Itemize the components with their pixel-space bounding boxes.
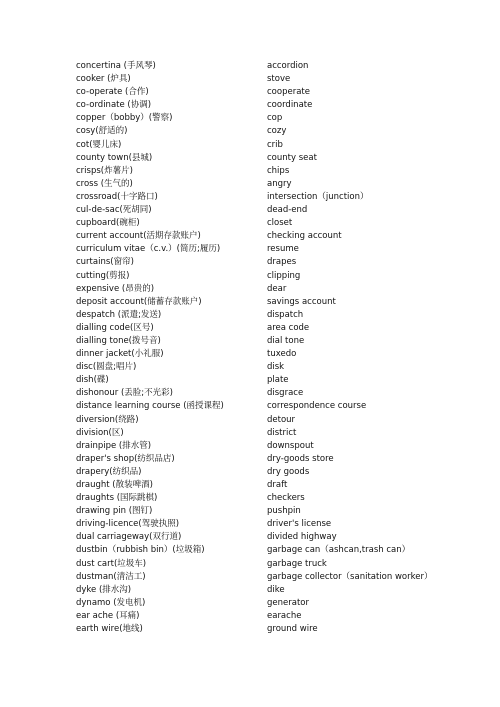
british-term: diversion(绕路) (76, 414, 139, 425)
american-term: garbage collector（sanitation worker） (267, 571, 433, 582)
table-row (76, 361, 496, 374)
british-term: dialling tone(拨号音) (76, 335, 161, 346)
american-term: cop (267, 113, 283, 124)
british-term: division(区) (76, 427, 124, 438)
british-term: deposit account(储蓄存款账户) (76, 296, 202, 307)
british-term: crisps(炸薯片) (76, 165, 133, 176)
american-term: angry (267, 178, 292, 189)
british-term: curtains(窗帘) (76, 257, 134, 268)
american-term: divided highway (267, 532, 337, 543)
table-row (76, 518, 496, 531)
table-row (76, 531, 496, 544)
american-term: draft (267, 480, 288, 490)
table-row (76, 99, 496, 112)
american-term: county seat (267, 152, 317, 163)
table-row (76, 374, 496, 387)
american-term: dial tone (267, 335, 305, 346)
american-term: chips (267, 165, 290, 176)
british-term: distance learning course (函授课程) (76, 401, 224, 412)
table-row (76, 296, 496, 309)
american-term: ground wire (267, 624, 318, 635)
table-row (76, 322, 496, 335)
american-term: accordion (267, 61, 309, 71)
british-term: co-operate (合作) (76, 87, 149, 98)
american-term: detour (267, 414, 296, 425)
table-row (76, 204, 496, 217)
table-row (76, 348, 496, 361)
table-row (76, 86, 496, 99)
british-term: copper（bobby）(警察) (76, 113, 173, 124)
table-row (76, 544, 496, 557)
american-term: correspondence course (267, 401, 367, 412)
british-term: cot(婴儿床) (76, 139, 122, 150)
american-term: earache (267, 610, 302, 621)
american-term: intersection（junction） (267, 191, 369, 202)
british-term: dialling code(区号) (76, 322, 154, 333)
british-term: cul-de-sac(死胡同) (76, 205, 152, 216)
american-term: clipping (267, 270, 301, 281)
british-term: cupboard(碗柜) (76, 218, 140, 229)
american-term: closet (267, 218, 293, 229)
american-term: coordinate (267, 100, 313, 111)
table-row (76, 453, 496, 466)
british-term: cosy(舒适的) (76, 126, 128, 137)
british-term: draught (散装啤酒) (76, 480, 153, 490)
british-term: concertina (手风琴) (76, 61, 156, 71)
american-term: district (267, 427, 297, 438)
table-row (76, 309, 496, 322)
american-term: crib (267, 139, 283, 150)
british-term: draughts (国际跳棋) (76, 493, 158, 504)
table-row (76, 125, 496, 138)
british-term: dinner jacket(小礼服) (76, 349, 164, 360)
table-row (76, 152, 496, 165)
british-term: dynamo (发电机) (76, 597, 146, 608)
table-row (76, 584, 496, 597)
table-row (76, 335, 496, 348)
table-row (76, 571, 496, 584)
table-row (76, 610, 496, 623)
british-term: county town(县城) (76, 152, 153, 163)
american-term: checking account (267, 231, 342, 242)
british-term: dish(碟) (76, 375, 109, 386)
british-term: despatch (派遣;发送) (76, 309, 162, 320)
british-term: expensive (昂贵的) (76, 283, 155, 294)
table-row (76, 243, 496, 256)
table-row (76, 217, 496, 230)
british-term: crossroad(十字路口) (76, 191, 158, 202)
american-term: generator (267, 597, 309, 608)
british-term: dustman(清洁工) (76, 571, 146, 582)
table-row (76, 623, 496, 636)
british-term: disc(圆盘;唱片) (76, 362, 137, 373)
table-row (76, 73, 496, 86)
british-term: draper's shop(纺织品店) (76, 453, 175, 464)
british-term: curriculum vitae（c.v.）(简历;履历) (76, 244, 221, 255)
american-term: checkers (267, 493, 305, 504)
table-row (76, 492, 496, 505)
american-term: disgrace (267, 388, 304, 399)
table-row (76, 505, 496, 518)
table-row (76, 466, 496, 479)
british-term: earth wire(地线) (76, 624, 143, 635)
american-term: dead-end (267, 205, 308, 216)
american-term: savings account (267, 296, 336, 307)
table-row (76, 440, 496, 453)
table-row (76, 112, 496, 125)
table-row (76, 191, 496, 204)
american-term: dry goods (267, 466, 310, 477)
table-row (76, 60, 496, 73)
table-row (76, 400, 496, 413)
american-term: drapes (267, 257, 297, 268)
british-term: cross (生气的) (76, 178, 133, 189)
british-term: dishonour (丢脸;不光彩) (76, 388, 173, 399)
table-row (76, 414, 496, 427)
british-term: drapery(纺织品) (76, 466, 142, 477)
american-term: dispatch (267, 309, 304, 320)
british-term: driving-licence(驾驶执照) (76, 519, 180, 530)
american-term: dry-goods store (267, 453, 334, 464)
table-row (76, 387, 496, 400)
british-term: dyke (排水沟) (76, 584, 132, 595)
british-term: co-ordinate (协调) (76, 100, 152, 111)
american-term: pushpin (267, 506, 301, 517)
table-row (76, 256, 496, 269)
british-term: cooker (炉具) (76, 74, 131, 85)
table-row (76, 178, 496, 191)
american-term: area code (267, 322, 310, 333)
american-term: garbage truck (267, 558, 327, 569)
british-term: cutting(剪报) (76, 270, 130, 281)
british-term: ear ache (耳痛) (76, 610, 140, 621)
british-term: current account(活期存款账户) (76, 231, 201, 242)
table-row (76, 597, 496, 610)
american-term: stove (267, 74, 291, 85)
american-term: cozy (267, 126, 287, 137)
table-row (76, 558, 496, 571)
american-term: downspout (267, 440, 314, 451)
table-row (76, 427, 496, 440)
table-row (76, 479, 496, 492)
table-row (76, 165, 496, 178)
american-term: dear (267, 283, 287, 294)
british-term: dustbin（rubbish bin）(垃圾箱) (76, 545, 205, 556)
vocabulary-table (76, 60, 496, 636)
american-term: driver's license (267, 519, 332, 530)
american-term: resume (267, 244, 299, 255)
american-term: cooperate (267, 87, 310, 98)
table-row (76, 283, 496, 296)
table-row (76, 139, 496, 152)
british-term: drainpipe (排水管) (76, 440, 152, 451)
american-term: garbage can（ashcan,trash can） (267, 545, 411, 556)
american-term: dike (267, 584, 285, 595)
american-term: tuxedo (267, 349, 297, 360)
table-row (76, 270, 496, 283)
british-term: dust cart(垃圾车) (76, 558, 147, 569)
british-term: dual carriageway(双行道) (76, 532, 182, 543)
table-row (76, 230, 496, 243)
american-term: plate (267, 375, 289, 386)
british-term: drawing pin (图钉) (76, 506, 153, 517)
american-term: disk (267, 362, 285, 373)
